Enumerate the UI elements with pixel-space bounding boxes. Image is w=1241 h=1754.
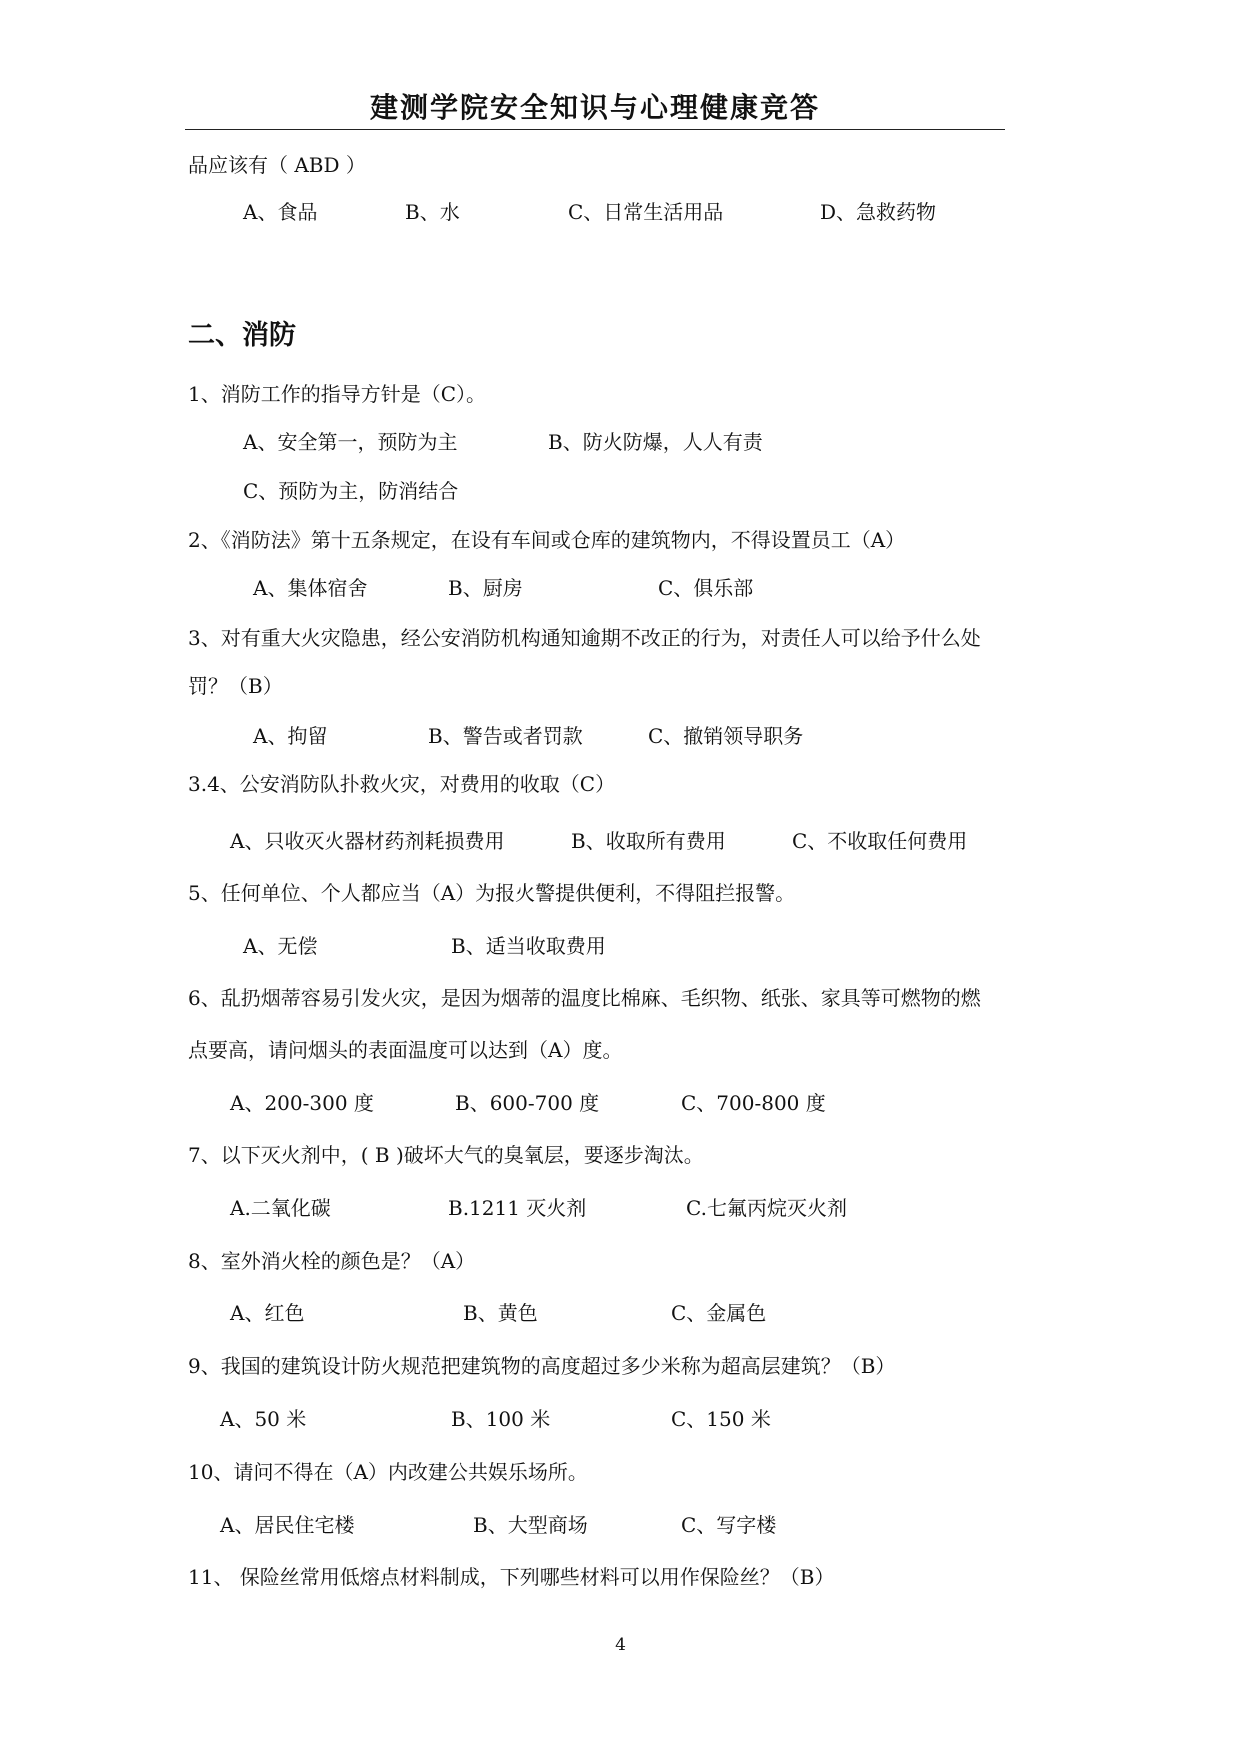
option: B、厨房 — [448, 576, 523, 600]
question-line: 2、《消防法》第十五条规定，在设有车间或仓库的建筑物内，不得设置员工（A） — [188, 528, 906, 552]
option: C、150 米 — [671, 1407, 771, 1431]
question-line: 8、室外消火栓的颜色是？（A） — [188, 1249, 476, 1273]
option: C、700-800 度 — [681, 1091, 826, 1115]
question-line: 10、请问不得在（A）内改建公共娱乐场所。 — [188, 1460, 588, 1484]
question-line: 5、任何单位、个人都应当（A）为报火警提供便利，不得阻拦报警。 — [188, 881, 796, 905]
option: B、黄色 — [463, 1301, 538, 1325]
question-line: 罚？（B） — [188, 674, 283, 698]
option: A、安全第一，预防为主 — [243, 430, 458, 454]
carryover-option-a: A、食品 — [243, 200, 318, 224]
question-line: 3、对有重大火灾隐患，经公安消防机构通知逾期不改正的行为，对责任人可以给予什么处 — [188, 626, 981, 650]
option: A、200-300 度 — [230, 1091, 374, 1115]
option: B、警告或者罚款 — [428, 724, 583, 748]
option: C.七氟丙烷灭火剂 — [686, 1196, 847, 1220]
option: B、100 米 — [451, 1407, 551, 1431]
question-line: 3.4、公安消防队扑救火灾，对费用的收取（C） — [188, 772, 616, 796]
section-heading: 二、消防 — [188, 320, 296, 351]
question-line: 7、以下灭火剂中，( B )破坏大气的臭氧层，要逐步淘汰。 — [188, 1143, 704, 1167]
page-number: 4 — [615, 1635, 626, 1655]
option: C、写字楼 — [681, 1513, 777, 1537]
question-line: 9、我国的建筑设计防火规范把建筑物的高度超过多少米称为超高层建筑？（B） — [188, 1354, 896, 1378]
carryover-option-d: D、急救药物 — [820, 200, 937, 224]
option: C、金属色 — [671, 1301, 767, 1325]
option: A、红色 — [230, 1301, 305, 1325]
question-line: 6、乱扔烟蒂容易引发火灾，是因为烟蒂的温度比棉麻、毛织物、纸张、家具等可燃物的燃 — [188, 986, 981, 1010]
question-line: 11、 保险丝常用低熔点材料制成，下列哪些材料可以用作保险丝？（B） — [188, 1565, 835, 1589]
option: A、50 米 — [220, 1407, 307, 1431]
option: A、无偿 — [243, 934, 318, 958]
option: A、拘留 — [253, 724, 328, 748]
option: B、收取所有费用 — [571, 829, 726, 853]
option: B、防火防爆，人人有责 — [548, 430, 763, 454]
option: C、撤销领导职务 — [648, 724, 804, 748]
option: C、俱乐部 — [658, 576, 754, 600]
carryover-option-b: B、水 — [405, 200, 460, 224]
option: C、不收取任何费用 — [792, 829, 968, 853]
page-header-title: 建测学院安全知识与心理健康竞答 — [369, 91, 820, 124]
header-divider — [185, 129, 1005, 130]
option: B.1211 灭火剂 — [448, 1196, 587, 1220]
option: A、居民住宅楼 — [220, 1513, 355, 1537]
option: A、只收灭火器材药剂耗损费用 — [230, 829, 505, 853]
option: A.二氧化碳 — [230, 1196, 331, 1220]
carryover-option-c: C、日常生活用品 — [568, 200, 724, 224]
question-line: 点要高，请问烟头的表面温度可以达到（A）度。 — [188, 1038, 623, 1062]
question-line: 1、消防工作的指导方针是（C）。 — [188, 382, 487, 406]
carryover-question-line: 品应该有（ ABD ） — [188, 153, 366, 177]
option: B、600-700 度 — [455, 1091, 600, 1115]
option: B、适当收取费用 — [451, 934, 606, 958]
option: B、大型商场 — [473, 1513, 588, 1537]
option: C、预防为主，防消结合 — [243, 479, 459, 503]
option: A、集体宿舍 — [253, 576, 368, 600]
